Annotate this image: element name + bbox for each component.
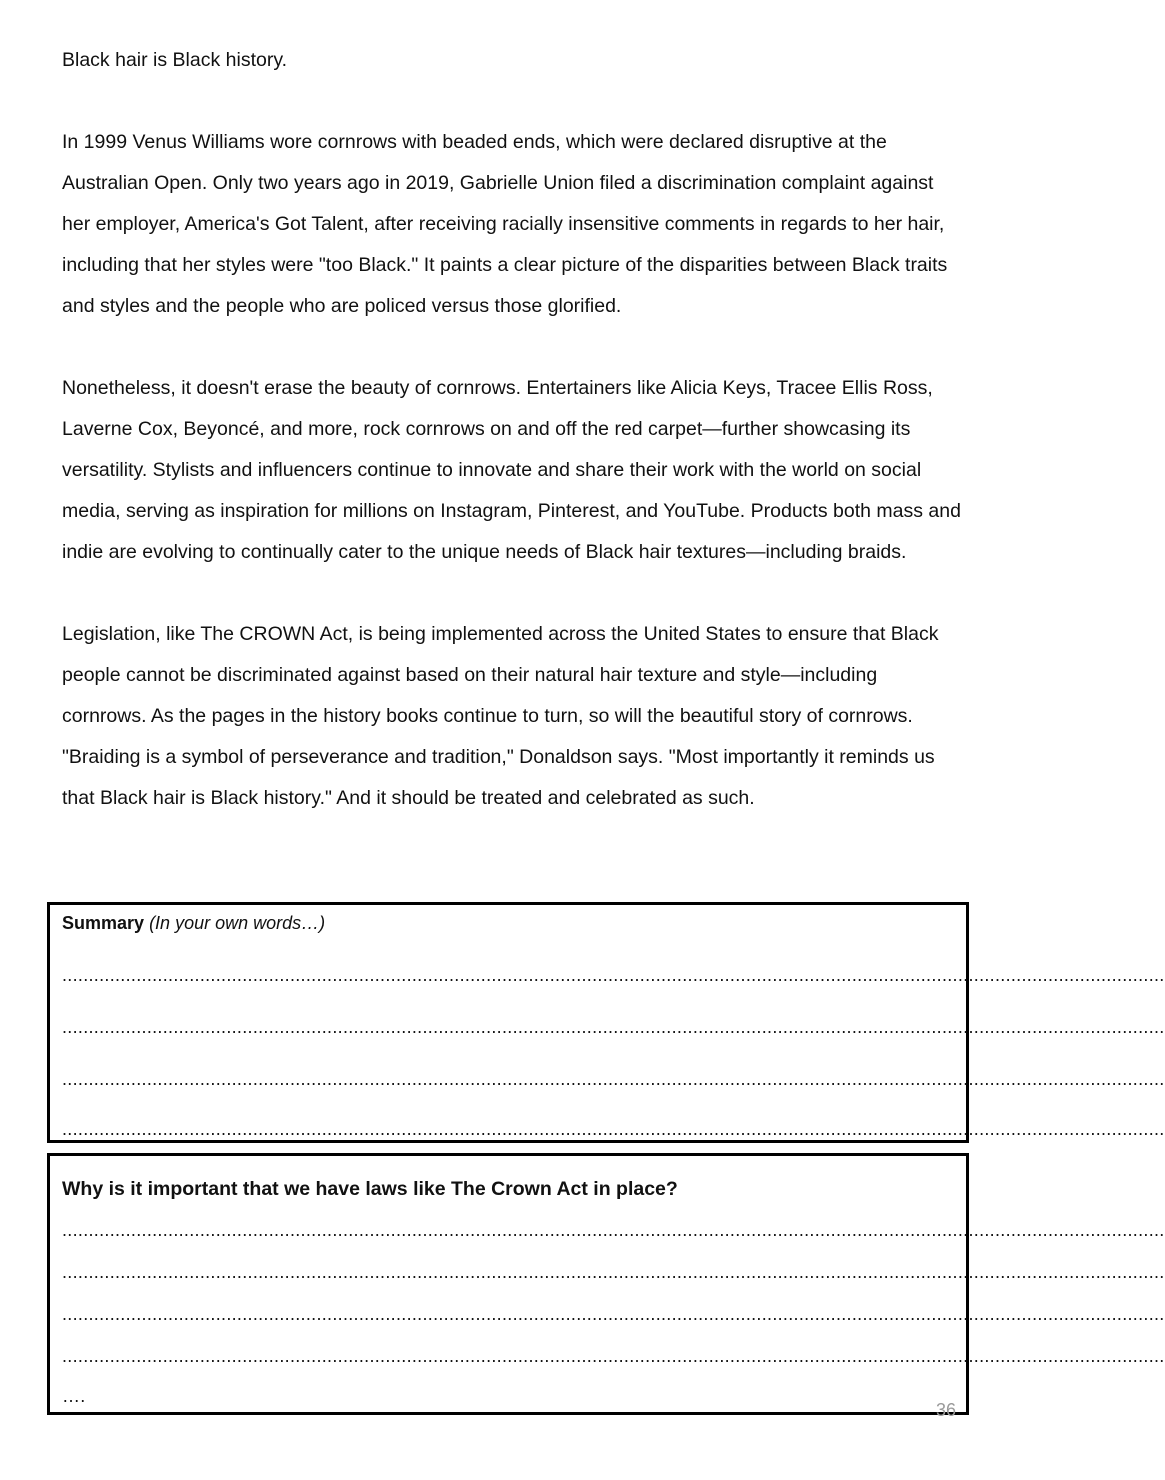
summary-hint: (In your own words…) <box>149 913 326 933</box>
summary-label: Summary <box>62 913 145 933</box>
article-text <box>62 40 962 819</box>
paragraph-intro: Black hair is Black history. <box>62 49 288 71</box>
summary-answer-line-3[interactable]: ................................................................................................................................................................................................................ <box>62 1069 1165 1089</box>
question-answer-line-5[interactable]: …. <box>62 1386 86 1406</box>
summary-answer-line-2[interactable]: ................................................................................................................................................................................................................ <box>62 1017 1165 1037</box>
question-answer-line-2[interactable]: ................................................................................................................................................................................................................ <box>62 1262 1165 1282</box>
question-heading: Why is it important that we have laws like The Crown Act in place? <box>62 1178 678 1200</box>
page-number: 36 <box>936 1400 957 1420</box>
question-box <box>47 1153 1165 1415</box>
paragraph-beauty: Nonetheless, it doesn't erase the beauty of cornrows. Entertainers like Alicia Keys, Tracee Ellis Ross, Laverne Cox, Beyoncé, and more, rock cornrows on and off the red carpet—further showcasing its versatility. Stylists and influencers continue to innovate and share their work with the world on social media, serving as inspiration for millions on Instagram, Pinterest, and YouTube. Products both mass and indie are evolving to continually cater to the unique needs of Black hair textures—including braids. <box>62 377 961 563</box>
summary-heading <box>62 913 325 934</box>
question-answer-line-1[interactable]: ................................................................................................................................................................................................................ <box>62 1220 1165 1240</box>
question-answer-line-4[interactable]: ................................................................................................................................................................................................................ <box>62 1346 1165 1366</box>
summary-box <box>47 902 1165 1143</box>
paragraph-discrimination: In 1999 Venus Williams wore cornrows with beaded ends, which were declared disruptive at the Australian Open. Only two years ago in 2019, Gabrielle Union filed a discrimination complaint against her employer, America's Got Talent, after receiving racially insensitive comments in regards to her hair, including that her styles were "too Black." It paints a clear picture of the disparities between Black traits and styles and the people who are policed versus those glorified. <box>62 131 948 317</box>
summary-answer-line-4[interactable]: ................................................................................................................................................................................................................ <box>62 1119 1165 1139</box>
question-answer-line-3[interactable]: ................................................................................................................................................................................................................ <box>62 1304 1165 1324</box>
summary-answer-line-1[interactable]: ................................................................................................................................................................................................................ <box>62 965 1165 985</box>
paragraph-legislation: Legislation, like The CROWN Act, is being implemented across the United States to ensure that Black people cannot be discriminated against based on their natural hair texture and style—including cornrows. As the pages in the history books continue to turn, so will the beautiful story of cornrows. "Braiding is a symbol of perseverance and tradition," Donaldson says. "Most importantly it reminds us that Black hair is Black history." And it should be treated and celebrated as such. <box>62 623 939 809</box>
